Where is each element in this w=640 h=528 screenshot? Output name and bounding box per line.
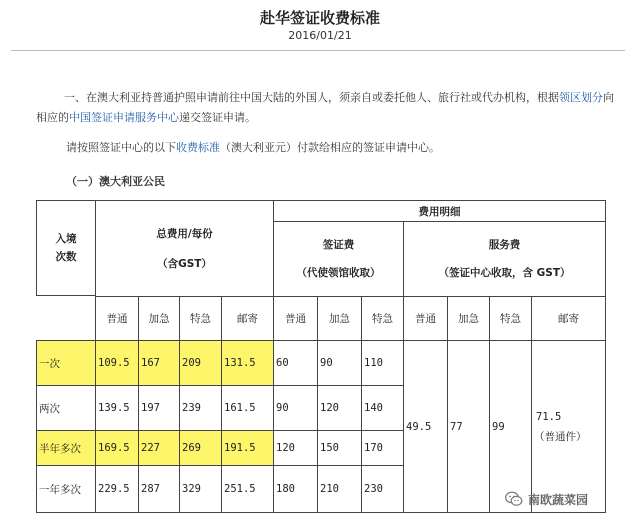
section-heading: （一）澳大利亚公民 — [66, 175, 165, 188]
row-3-total-normal: 169.5 — [95, 430, 139, 466]
service-mail-note: （普通件） — [534, 430, 587, 443]
row-2-entry: 两次 — [36, 385, 96, 431]
row-4-total-mail: 251.5 — [221, 465, 274, 513]
header-divider — [11, 50, 625, 51]
row-1-total-urgent: 209 — [179, 340, 222, 386]
intro-text: 递交签证申请。 — [179, 111, 256, 124]
row-4-total-normal: 229.5 — [95, 465, 139, 513]
row-1-entry: 一次 — [36, 340, 96, 386]
row-4-entry: 一年多次 — [36, 465, 96, 513]
row-2-visa-express: 120 — [317, 385, 362, 431]
row-1-total-express: 167 — [138, 340, 180, 386]
header-text: （代使领馆收取） — [296, 267, 381, 279]
row-2-visa-normal: 90 — [273, 385, 318, 431]
subheader-service-mail: 邮寄 — [531, 296, 606, 341]
publish-date: 2016/01/21 — [288, 29, 352, 42]
row-1-visa-urgent: 110 — [361, 340, 404, 386]
subheader-service-normal: 普通 — [403, 296, 448, 341]
intro-text: 一、在澳大利亚持普通护照申请前往中国大陆的外国人，须亲自或委托他人、旅行社或代办机构，根据 — [64, 91, 559, 104]
header-text: 入境 — [55, 233, 77, 245]
row-4-total-urgent: 329 — [179, 465, 222, 513]
fee-standard-link[interactable]: 收费标准 — [176, 141, 220, 154]
entry-count-header — [36, 200, 96, 296]
subheader-visa-urgent: 特急 — [361, 296, 404, 341]
header-text: 服务费 — [488, 239, 521, 251]
subheader-visa-normal: 普通 — [273, 296, 318, 341]
subheader-service-express: 加急 — [447, 296, 490, 341]
intro-text: （澳大利亚元）付款给相应的签证申请中心。 — [220, 141, 440, 154]
subheader-total-normal: 普通 — [95, 296, 139, 341]
service-fee-normal: 49.5 — [403, 340, 448, 513]
header-text: （含GST） — [157, 257, 212, 270]
row-2-total-express: 197 — [138, 385, 180, 431]
visa-center-link[interactable]: 中国签证申请服务中心 — [69, 111, 179, 124]
watermark-text: 南欧蔬菜园 — [528, 492, 589, 507]
row-2-total-normal: 139.5 — [95, 385, 139, 431]
row-3-entry: 半年多次 — [36, 430, 96, 466]
intro-text: 向相应的 — [36, 91, 614, 124]
header-text: 签证费 — [322, 239, 355, 251]
row-3-total-urgent: 269 — [179, 430, 222, 466]
row-4-total-express: 287 — [138, 465, 180, 513]
header-text: 总费用/每份 — [156, 227, 213, 240]
visa-fee-header — [273, 221, 404, 297]
service-mail-value: 71.5 — [536, 410, 562, 423]
row-2-total-mail: 161.5 — [221, 385, 274, 431]
subheader-visa-express: 加急 — [317, 296, 362, 341]
row-4-visa-urgent: 230 — [361, 465, 404, 513]
header-text: 次数 — [55, 251, 77, 263]
subheader-total-mail: 邮寄 — [221, 296, 274, 341]
wechat-icon — [505, 491, 523, 507]
intro-paragraph-1 — [36, 88, 616, 128]
row-4-visa-express: 210 — [317, 465, 362, 513]
page-title: 赴华签证收费标准 — [259, 9, 380, 27]
header-text: （签证中心收取，含 GST） — [438, 267, 571, 279]
subheader-total-urgent: 特急 — [179, 296, 222, 341]
intro-paragraph-2 — [66, 138, 626, 158]
subheader-total-express: 加急 — [138, 296, 180, 341]
service-fee-header — [403, 221, 606, 297]
row-3-visa-express: 150 — [317, 430, 362, 466]
service-fee-urgent: 99 — [489, 340, 532, 513]
row-3-visa-normal: 120 — [273, 430, 318, 466]
row-1-total-normal: 109.5 — [95, 340, 139, 386]
intro-text: 请按照签证中心的以下 — [66, 141, 176, 154]
watermark — [505, 488, 588, 510]
row-3-visa-urgent: 170 — [361, 430, 404, 466]
row-1-visa-normal: 60 — [273, 340, 318, 386]
service-fee-express: 77 — [447, 340, 490, 513]
row-1-total-mail: 131.5 — [221, 340, 274, 386]
row-4-visa-normal: 180 — [273, 465, 318, 513]
row-3-total-express: 227 — [138, 430, 180, 466]
row-2-visa-urgent: 140 — [361, 385, 404, 431]
row-1-visa-express: 90 — [317, 340, 362, 386]
jurisdiction-link[interactable]: 领区划分 — [559, 91, 603, 104]
row-3-total-mail: 191.5 — [221, 430, 274, 466]
fee-breakdown-header: 费用明细 — [273, 200, 606, 222]
subheader-service-urgent: 特急 — [489, 296, 532, 341]
total-fee-header — [95, 200, 274, 297]
row-2-total-urgent: 239 — [179, 385, 222, 431]
